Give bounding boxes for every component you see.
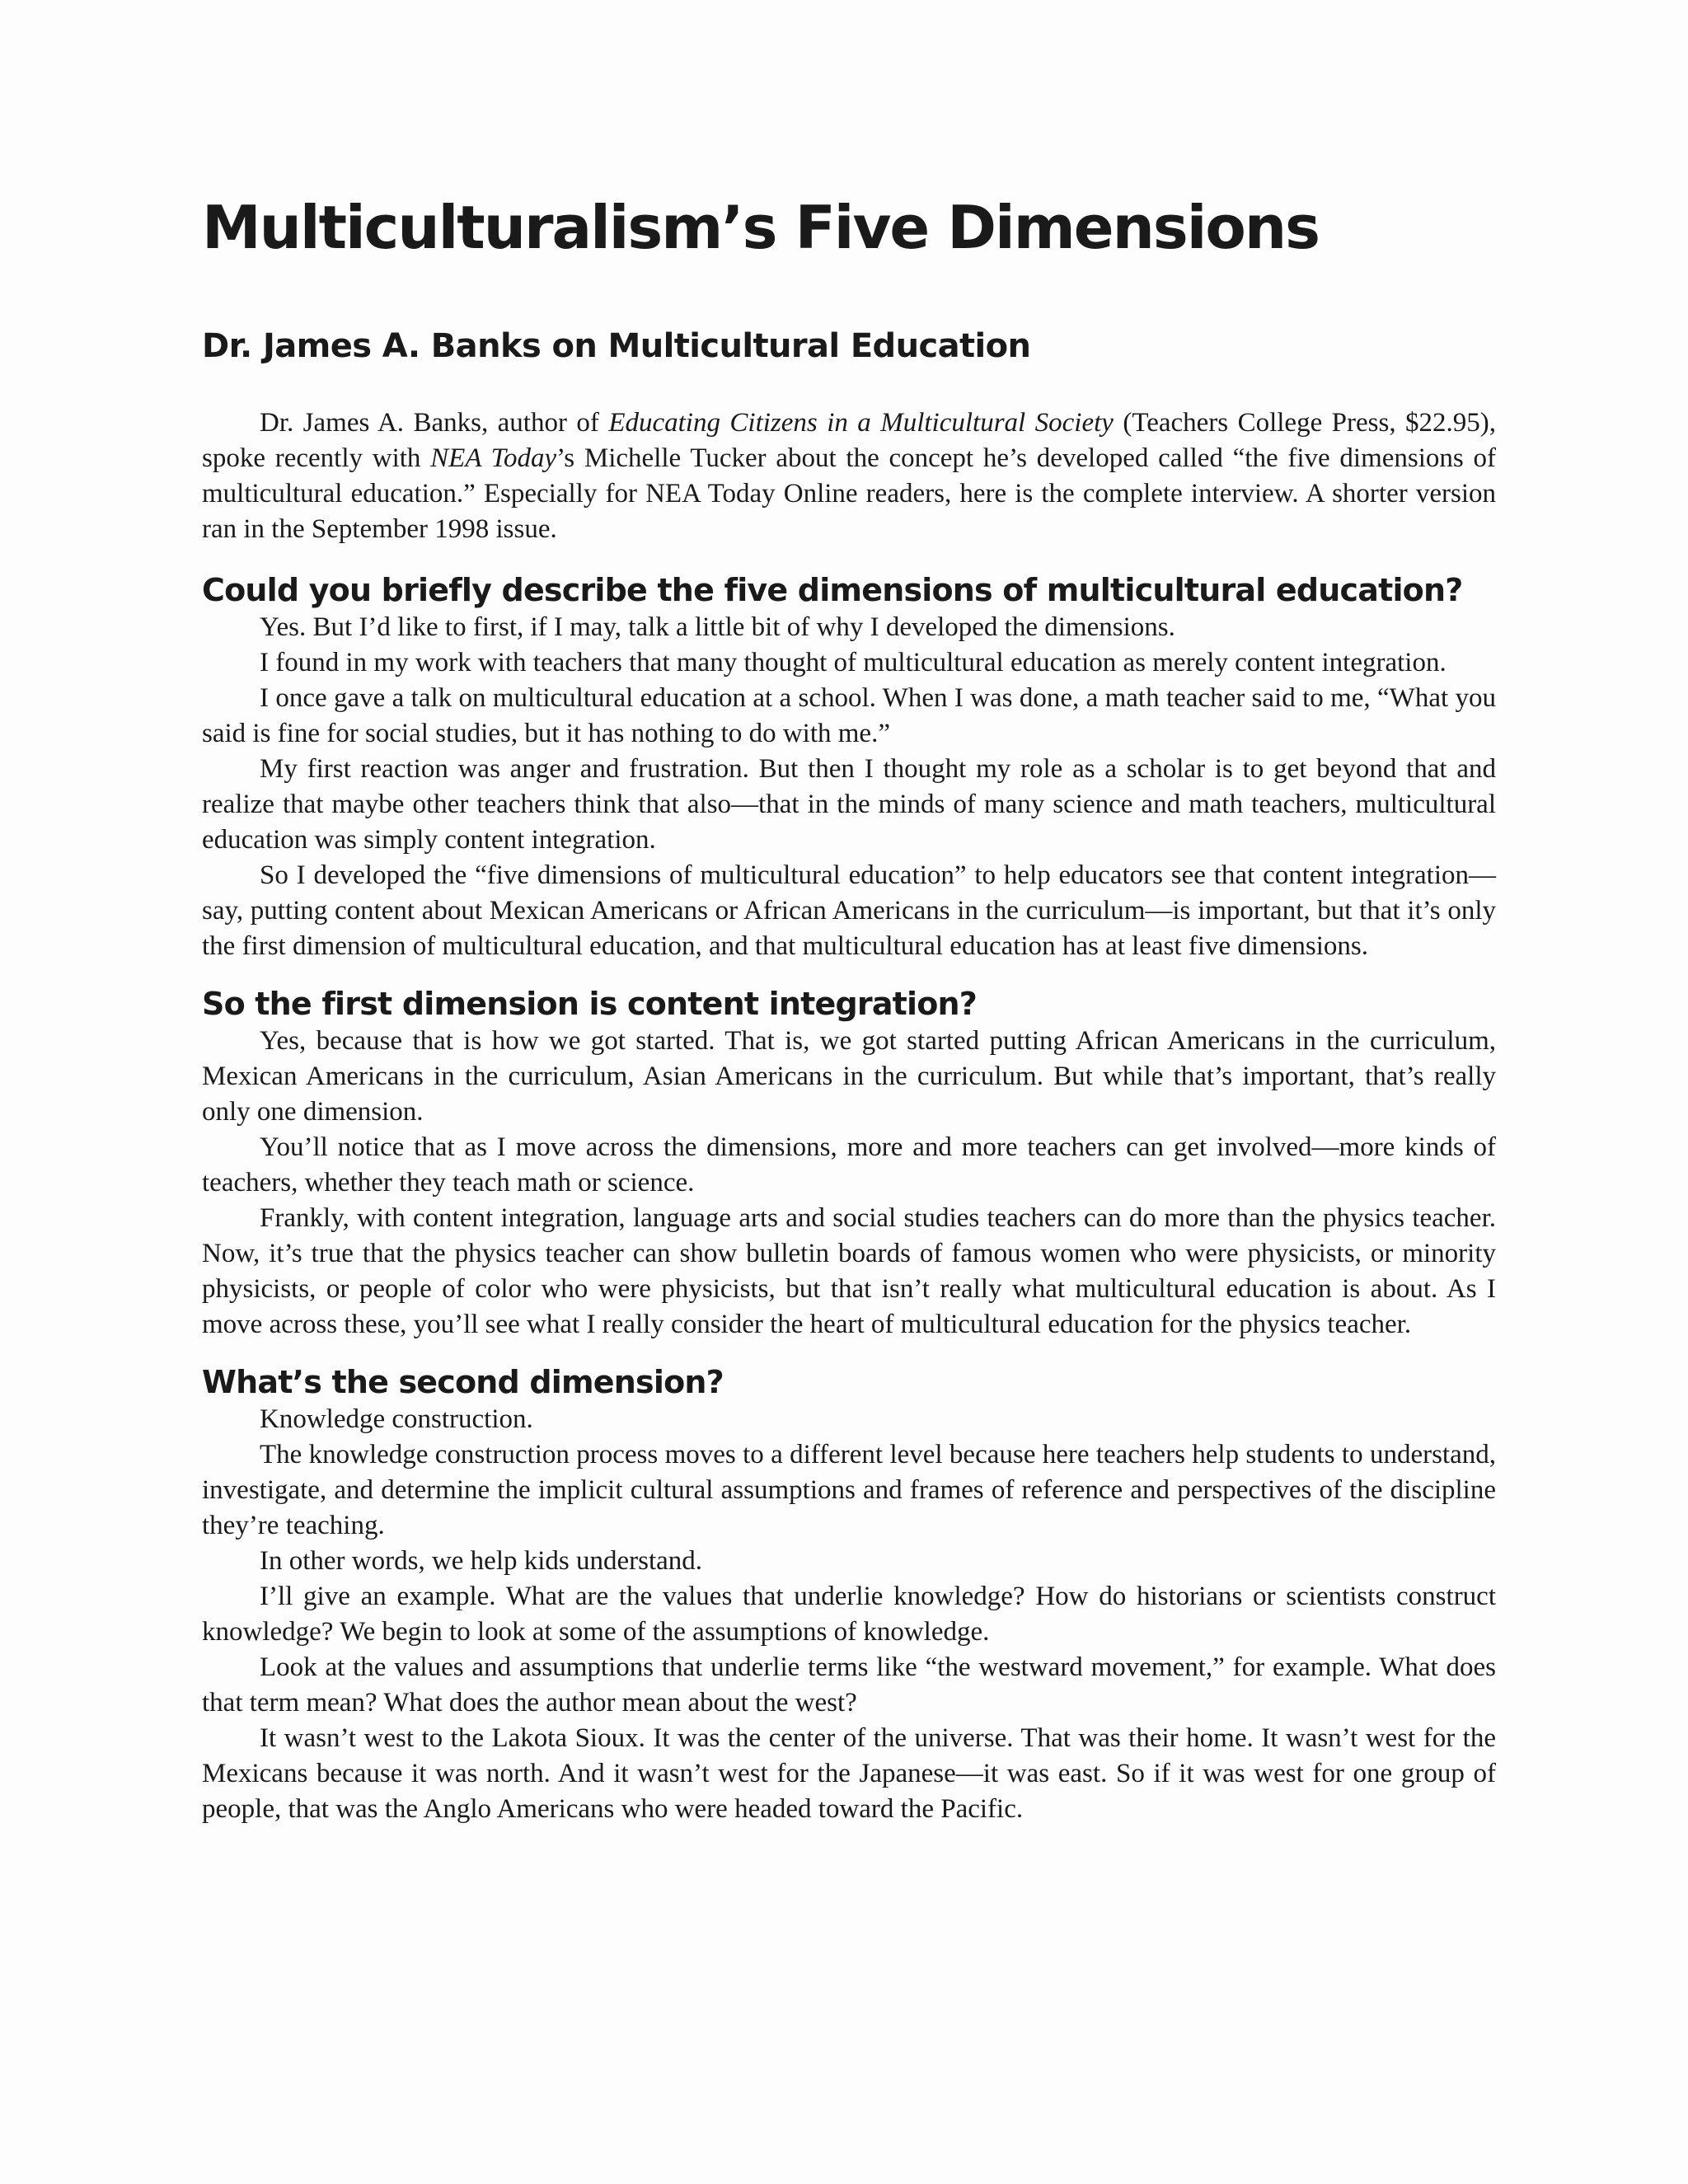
document-page [202,190,1496,1827]
question-heading: So the first dimension is content integration? [202,986,978,1022]
answer-paragraph: So I developed the “five dimensions of multicultural education” to help educators see that content integration—say, putting content about Mexican Americans or African Americans in the curriculum—is important, but that it’s only the first dimension of multicultural education, and that multicultural education has at least five dimensions. [202,860,1496,961]
answer-paragraph: Yes. But I’d like to first, if I may, talk a little bit of why I developed the dimensions. [260,612,1175,642]
intro-text-3: ’s Michelle Tucker about the concept he’s developed called “the five dimensions of multicultural education.” Especially for NEA Today Online readers, here is the complete interview. A shorter version ran in the September 1998 issue. [202,443,1496,544]
question-heading: What’s the second dimension? [202,1364,724,1400]
page-subtitle: Dr. James A. Banks on Multicultural Education [202,327,1031,365]
intro-text-2: (Teachers College Press, $22.95), spoke recently with [202,408,1496,473]
answer-paragraph: Look at the values and assumptions that underlie terms like “the westward movement,” for example. What does that term mean? What does the author mean about the west? [202,1652,1496,1718]
magazine-title: NEA Today [430,443,557,473]
question-heading: Could you briefly describe the five dimensions of multicultural education? [202,572,1463,608]
intro-text-1: Dr. James A. Banks, author of [260,408,609,438]
answer-paragraph: My first reaction was anger and frustration. But then I thought my role as a scholar is to get beyond that and realize that maybe other teachers think that also—that in the minds of many science and math teachers, multicultural education was simply content integration. [202,754,1496,855]
answer-paragraph: Yes, because that is how we got started. That is, we got started putting African Americans in the curriculum, Mexican Americans in the curriculum, Asian Americans in the curriculum. But while that’s important, that’s really only one dimension. [202,1026,1496,1127]
book-title: Educating Citizens in a Multicultural Society [608,408,1114,438]
answer-paragraph: Frankly, with content integration, language arts and social studies teachers can do more than the physics teacher. Now, it’s true that the physics teacher can show bulletin boards of famous women who were physicists, or minority physicists, or people of color who were physicists, but that isn’t really what multicultural education is about. As I move across these, you’ll see what I really consider the heart of multicultural education for the physics teacher. [202,1203,1496,1339]
answer-paragraph: The knowledge construction process moves to a different level because here teachers help students to understand, investigate, and determine the implicit cultural assumptions and frames of reference and perspectives of the discipline they’re teaching. [202,1440,1496,1540]
answer-paragraph: I once gave a talk on multicultural education at a school. When I was done, a math teacher said to me, “What you said is fine for social studies, but it has nothing to do with me.” [202,683,1496,748]
answer-paragraph: You’ll notice that as I move across the dimensions, more and more teachers can get involved—more kinds of teachers, whether they teach math or science. [202,1132,1496,1197]
answer-paragraph: I found in my work with teachers that many thought of multicultural education as merely content integration. [260,648,1447,677]
answer-paragraph: It wasn’t west to the Lakota Sioux. It was the center of the universe. That was their home. It wasn’t west for the Mexicans because it was north. And it wasn’t west for the Japanese—it was east. So if it was west for one group of people, that was the Anglo Americans who were headed toward the Pacific. [202,1723,1496,1824]
answer-paragraph: Knowledge construction. [260,1404,533,1434]
answer-paragraph: I’ll give an example. What are the values that underlie knowledge? How do historians or scientists construct knowledge? We begin to look at some of the assumptions of knowledge. [202,1582,1496,1647]
page-title: Multiculturalism’s Five Dimensions [202,193,1319,262]
answer-paragraph: In other words, we help kids understand. [260,1546,703,1576]
intro-paragraph [202,405,1496,547]
